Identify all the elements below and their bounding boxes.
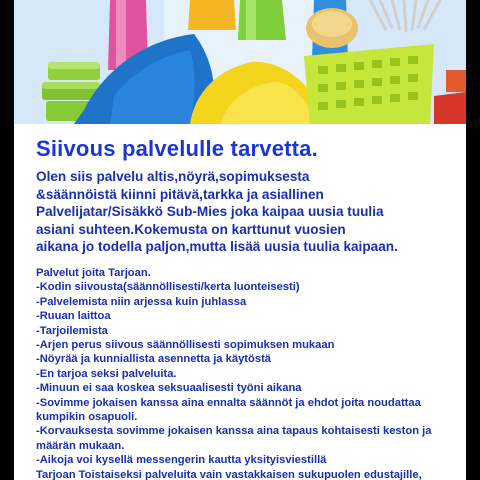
list-item: -Nöyrää ja kunniallista asennetta ja käytöstä bbox=[36, 353, 272, 366]
list-item: -Korvauksesta sovimme jokaisen kanssa aina tapaus kohtaisesti keston ja määrän mukaan. bbox=[36, 425, 432, 452]
cleaning-supplies-illustration bbox=[14, 0, 466, 124]
list-item: -Arjen perus siivous säännöllisesti sopimuksen mukaan bbox=[36, 339, 335, 351]
intro-line: Palvelijatar/Sisäkkö Sub-Mies joka kaipaa uusia tuulia bbox=[36, 204, 384, 220]
list-item: -Minuun ei saa koskea seksuaalisesti työni aikana bbox=[36, 382, 302, 395]
list-item: -Sovimme jokaisen kanssa aina ennalta säännöt ja ehdot joita noudattaa kumpikin osapuoli. bbox=[36, 396, 421, 424]
cleaning-supplies-photo bbox=[14, 0, 466, 124]
list-item: -Aikoja voi kysellä messengerin kautta yksityisviestillä bbox=[36, 454, 327, 467]
intro-line: aikana jo todella paljon,mutta lisää uusia tuulia kaipaan. bbox=[36, 239, 398, 255]
intro-line: asiani suhteen.Kokemusta on karttunut vuosien bbox=[36, 221, 346, 237]
list-item: -Palvelemista niin arjessa kuin juhlassa bbox=[36, 295, 247, 308]
list-item: -En tarjoa seksi palveluita. bbox=[36, 367, 177, 380]
flyer-panel bbox=[14, 0, 466, 480]
list-item: -Tarjoilemista bbox=[36, 324, 108, 337]
list-item: Tarjoan Toistaiseksi palveluita vain vastakkaisen sukupuolen edustajille, bbox=[36, 468, 422, 480]
services-title: Palvelut joita Tarjoan. bbox=[36, 266, 151, 279]
intro-line: Olen siis palvelu altis,nöyrä,sopimuksesta bbox=[36, 169, 310, 184]
flyer-text bbox=[14, 136, 466, 480]
flyer-heading: Siivous palvelulle tarvetta. bbox=[36, 136, 318, 161]
intro-line: &säännöistä kiinni pitävä,tarkka ja asiallinen bbox=[36, 186, 324, 202]
intro-paragraph bbox=[36, 168, 454, 256]
list-item: -Kodin siivousta(säännöllisesti/kerta luonteisesti) bbox=[36, 281, 300, 294]
list-item: -Ruuan laittoa bbox=[36, 310, 111, 323]
services-list bbox=[36, 266, 454, 480]
